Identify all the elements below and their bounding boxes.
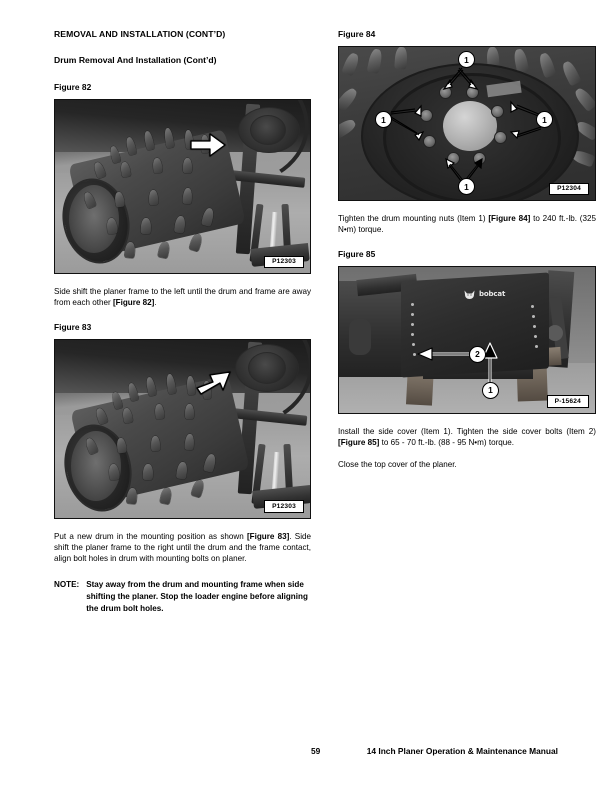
figure-82-reference: [Figure 82]: [112, 298, 155, 308]
direction-arrow-icon: [189, 132, 227, 158]
figure-82-photo: [55, 100, 310, 273]
cover-bolt: [532, 315, 535, 318]
paragraph-text: Side shift the planer frame to the left until the drum and frame are away from each other: [54, 287, 311, 308]
cutter-bit: [341, 52, 360, 77]
paragraph-text: Install the side cover (Item 1). Tighten the side cover bolts (Item 2): [338, 426, 596, 436]
cover-bolt: [411, 303, 414, 306]
paragraph-text: Tighten the drum mounting nuts (Item 1): [338, 214, 489, 224]
paragraph-text-end: to 65 - 70 ft.-lb. (88 - 95 N•m) torque.: [379, 438, 515, 448]
loader-pivot: [349, 319, 371, 355]
cutter-bit: [338, 117, 358, 139]
figure-83-label: Figure 83: [54, 321, 92, 332]
figure-85-part-number: P-15624: [547, 395, 589, 408]
drum-tooth: [185, 404, 194, 419]
figure-84-photo: [339, 47, 595, 200]
note-text: Stay away from the drum and mounting frame when side shifting the planer. Stop the loader engine before aligning the drum bolt holes.: [86, 580, 308, 613]
figure-82-part-number: P12303: [264, 256, 304, 269]
paragraph-install-new-drum: [54, 531, 311, 565]
paragraph-install-side-cover: [338, 426, 596, 448]
bobcat-wordmark: bobcat: [479, 290, 506, 299]
bobcat-brand-logo: [463, 289, 505, 300]
direction-arrow-icon: [195, 368, 235, 398]
figure-83-part-number: P12303: [264, 500, 304, 513]
figure-84-image: [338, 46, 596, 201]
cutter-bit: [538, 52, 557, 79]
cover-bolt: [531, 305, 534, 308]
page-footer: [0, 746, 612, 760]
callout-arrow-side-cover: [481, 341, 499, 385]
cutter-bit: [560, 60, 581, 87]
subsection-heading: Drum Removal And Installation (Cont’d): [54, 55, 217, 66]
cover-bolt: [411, 323, 414, 326]
paragraph-text: Put a new drum in the mounting position as shown: [54, 531, 247, 541]
callout-1-side-cover: 1: [482, 382, 499, 399]
paragraph-text-end: to 240 ft.-lb. (325 N•m) torque.: [338, 214, 597, 235]
drum-tooth: [151, 436, 161, 451]
manual-title: 14 Inch Planer Operation & Maintenance Manual: [366, 746, 558, 756]
note-tag: NOTE:: [54, 580, 80, 590]
cutter-bit: [394, 47, 408, 70]
callout-2-cover-bolt: 2: [469, 346, 486, 363]
drum-tooth: [143, 464, 154, 480]
callout-1-bottom: 1: [458, 178, 475, 195]
figure-82-label: Figure 82: [54, 81, 92, 92]
figure-85-label: Figure 85: [338, 248, 376, 259]
callout-1-right: 1: [536, 111, 553, 128]
section-heading: REMOVAL AND INSTALLATION (CONT’D): [54, 29, 226, 39]
figure-83-image: [54, 339, 311, 519]
cutter-bit: [338, 86, 359, 112]
drum-tooth: [141, 218, 152, 234]
callout-arrow-left-lower: [389, 113, 435, 143]
cutter-bit: [573, 86, 596, 112]
drum-tooth: [183, 158, 192, 173]
figure-85-photo: [339, 267, 595, 413]
paragraph-text-end: . Side shift the planer frame to the right until the drum and the frame contact, align bolt holes in drum with mounting bolts on planer.: [54, 531, 311, 564]
cover-bolt: [534, 335, 537, 338]
cover-bolt: [411, 313, 414, 316]
right-column: [338, 30, 596, 470]
bobcat-cat-head-icon: [463, 289, 476, 300]
paragraph-tighten-drum-nuts: [338, 213, 596, 235]
page-number: 59: [311, 746, 321, 756]
drum-tooth: [124, 242, 136, 259]
cutter-bit: [367, 48, 384, 74]
figure-82-image: [54, 99, 311, 274]
figure-84-reference: [Figure 84]: [488, 214, 531, 224]
drum-tooth: [184, 433, 194, 450]
drum-tooth: [182, 188, 192, 205]
callout-arrow-cover-bolt: [415, 345, 471, 363]
drum-tooth: [126, 487, 138, 504]
paragraph-text-end: .: [154, 298, 157, 308]
paragraph-side-shift-left: [54, 286, 311, 308]
paragraph-close-top-cover: Close the top cover of the planer.: [338, 460, 457, 470]
cover-bolt: [533, 325, 536, 328]
figure-83-photo: [55, 340, 310, 518]
callout-1-top: 1: [458, 51, 475, 68]
callout-1-left: 1: [375, 111, 392, 128]
drum-tooth: [149, 190, 159, 205]
note-block: [54, 579, 311, 614]
callout-arrow-right-lower: [499, 121, 543, 143]
figure-85-reference: [Figure 85]: [338, 438, 380, 448]
drum-center-hub: [443, 101, 497, 151]
figure-84-part-number: P12304: [549, 183, 589, 196]
cover-bolt: [411, 333, 414, 336]
cover-bolt: [535, 345, 538, 348]
figure-84-label: Figure 84: [338, 29, 376, 39]
left-column: [54, 30, 311, 614]
figure-85-image: [338, 266, 596, 414]
figure-83-reference: [Figure 83]: [246, 531, 290, 541]
callout-arrow-top-right: [456, 65, 488, 95]
pivot-pin-right: [547, 325, 563, 341]
